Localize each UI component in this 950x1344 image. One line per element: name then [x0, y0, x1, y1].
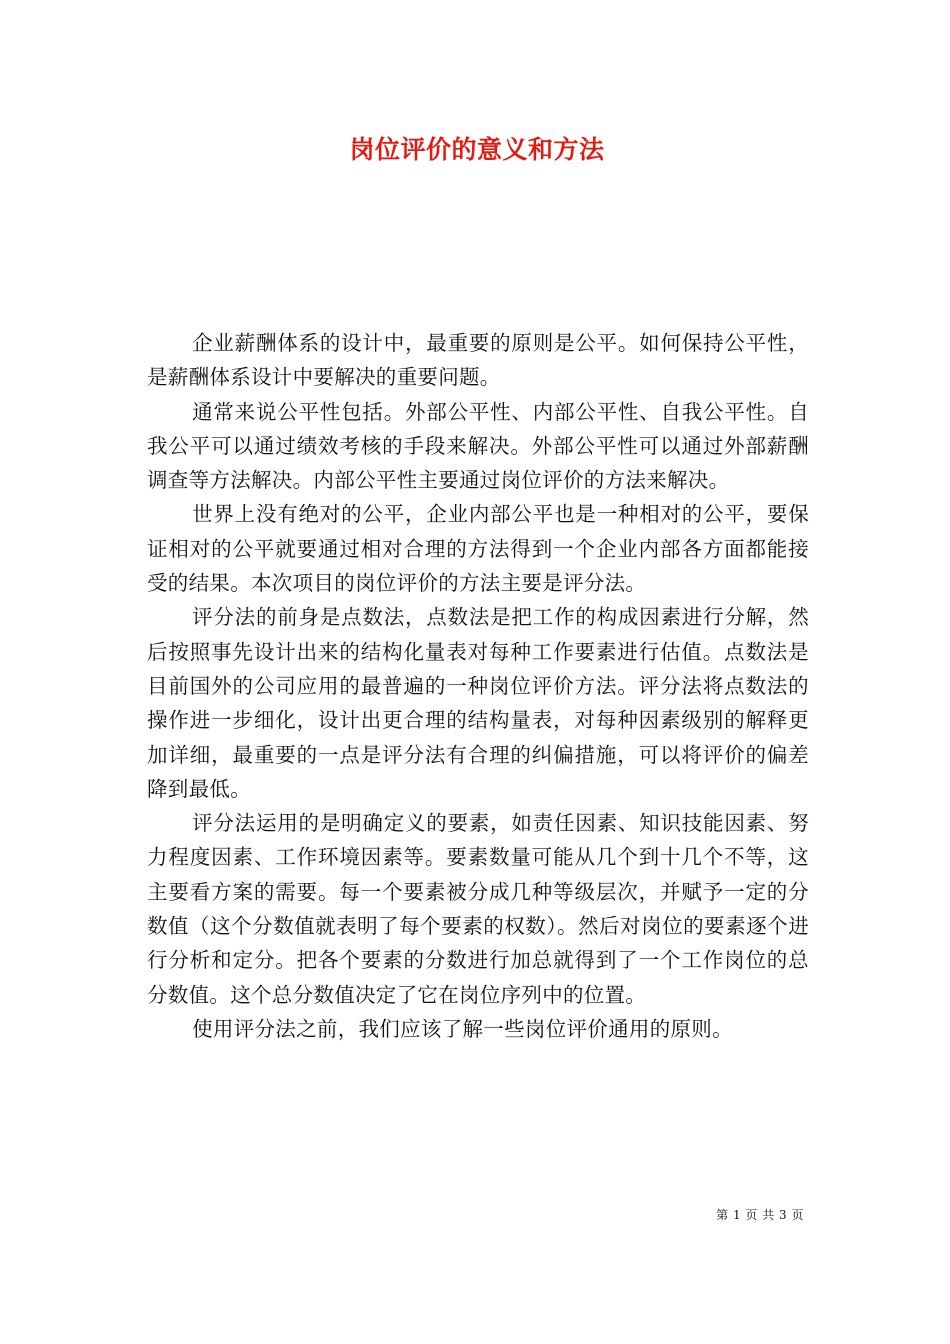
paragraph-4: 评分法的前身是点数法，点数法是把工作的构成因素进行分解，然后按照事先设计出来的结构化量表对每种工作要素进行估值。点数法是目前国外的公司应用的最普遍的一种岗位评价方法。评分法将点数法的操作进一步细化，设计出更合理的结构量表，对每种因素级别的解释更加详细，最重要的一点是评分法有合理的纠偏措施，可以将评价的偏差降到最低。: [147, 605, 809, 801]
paragraph-6: 使用评分法之前，我们应该了解一些岗位评价通用的原则。: [192, 1016, 733, 1041]
document-title: 岗位评价的意义和方法: [349, 135, 605, 164]
paragraph-3: 世界上没有绝对的公平，企业内部公平也是一种相对的公平，要保证相对的公平就要通过相对合理的方法得到一个企业内部各方面都能接受的结果。本次项目的岗位评价的方法主要是评分法。: [147, 502, 809, 596]
page-footer: 第 1 页 共 3 页: [716, 1208, 804, 1222]
paragraph-5: 评分法运用的是明确定义的要素，如责任因素、知识技能因素、努力程度因素、工作环境因素等。要素数量可能从几个到十几个不等，这主要看方案的需要。每一个要素被分成几种等级层次，并赋予一定的分数值（这个分数值就表明了每个要素的权数）。然后对岗位的要素逐个进行分析和定分。把各个要素的分数进行加总就得到了一个工作岗位的总分数值。这个总分数值决定了它在岗位序列中的位置。: [147, 811, 809, 1007]
document-body: [147, 326, 809, 1046]
paragraph-2: 通常来说公平性包括。外部公平性、内部公平性、自我公平性。自我公平可以通过绩效考核的手段来解决。外部公平性可以通过外部薪酬调查等方法解决。内部公平性主要通过岗位评价的方法来解决。: [147, 399, 809, 493]
paragraph-1: 企业薪酬体系的设计中，最重要的原则是公平。如何保持公平性，是薪酬体系设计中要解决的重要问题。: [147, 331, 809, 390]
